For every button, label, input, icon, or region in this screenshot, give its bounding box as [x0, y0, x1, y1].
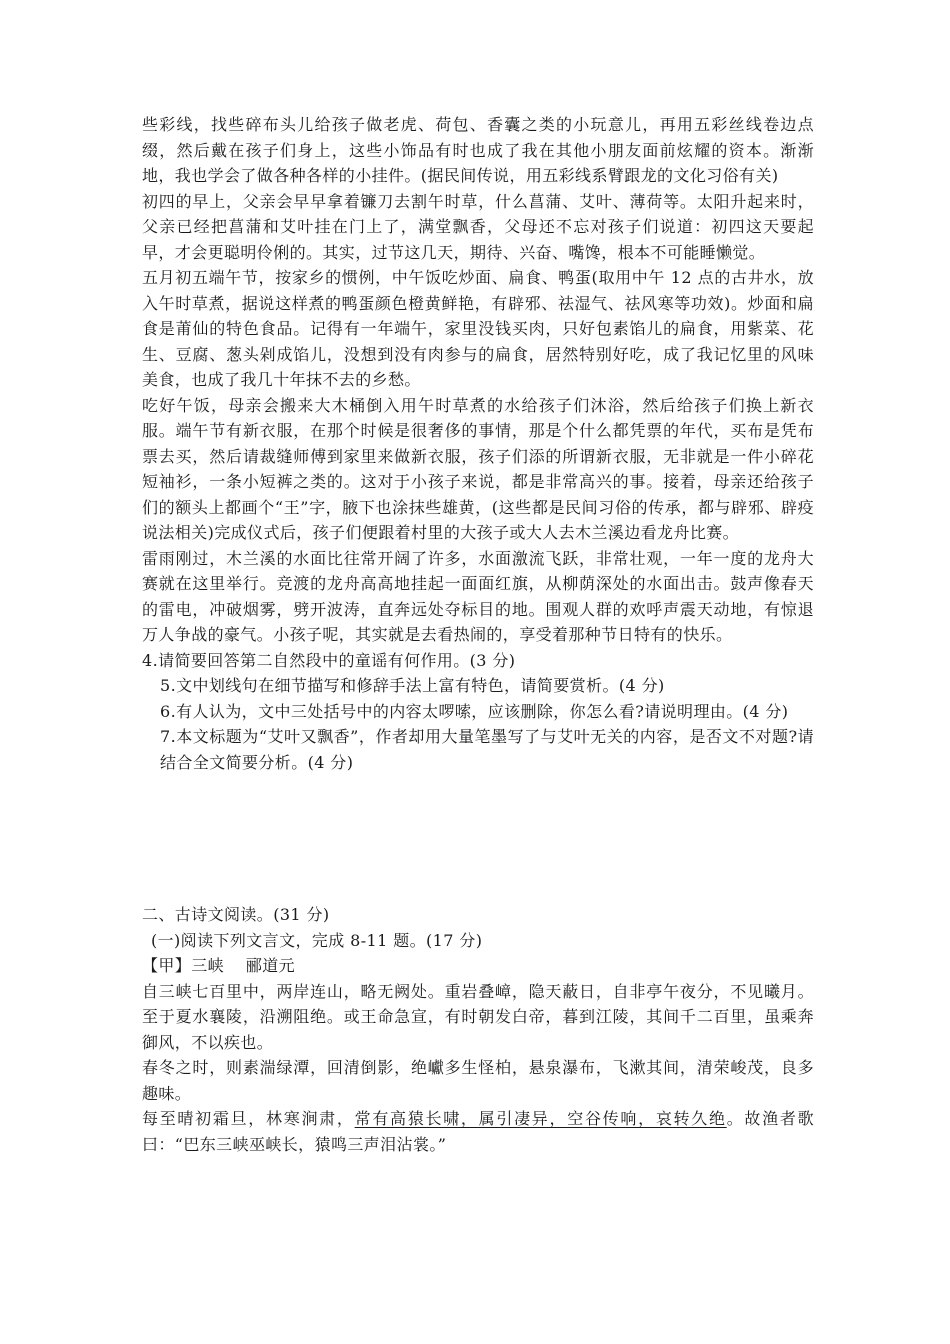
passage-title: 【甲】三峡 郦道元 [142, 956, 296, 975]
passage-text: 。故渔者歌曰：“巴东三峡巫峡长，猿鸣三声泪沾裳。” [142, 1109, 814, 1154]
article-paragraph-4: 吃好午饭，母亲会搬来大木桶倒入用午时草煮的水给孩子们沐浴，然后给孩子们换上新衣服。端午节有新衣服，在那个时候是很奢侈的事情，那是个什么都凭票的年代，买布是凭布票去买，然后请裁缝师傅到家里来做新衣服，孩子们添的所谓新衣服，无非就是一件小碎花短袖衫，一条小短裤之类的。这对于小孩子来说，都是非常高兴的事。接着，母亲还给孩子们的额头上都画个“王”字，腋下也涂抹些雄黄，(这些都是民间习俗的传承，都与辟邪、辟疫说法相关)完成仪式后，孩子们便跟着村里的大孩子或大人去木兰溪边看龙舟比赛。 [142, 395, 814, 542]
document-page [142, 112, 814, 1157]
passage-paragraph-3 [142, 1106, 814, 1157]
passage-paragraph-1: 自三峡七百里中，两岸连山，略无阙处。重岩叠嶂，隐天蔽日，自非亭午夜分，不见曦月。至于夏水襄陵，沿溯阻绝。或王命急宣，有时朝发白帝，暮到江陵，其间千二百里，虽乘奔御风，不以疾也。 [142, 981, 814, 1052]
article-paragraph-3: 五月初五端午节，按家乡的惯例，中午饭吃炒面、扁食、鸭蛋(取用中午 12 点的古井水，放入午时草煮，据说这样煮的鸭蛋颜色橙黄鲜艳，有辟邪、祛湿气、祛风寒等功效)。炒面和扁食是莆仙的特色食品。记得有一年端午，家里没钱买肉，只好包素馅儿的扁食，用紫菜、花生、豆腐、葱头剁成馅儿，没想到没有肉参与的扁食，居然特别好吃，成了我记忆里的风味美食，也成了我几十年抹不去的乡愁。 [142, 268, 814, 389]
section-heading: 二、古诗文阅读。(31 分) [142, 905, 330, 924]
article-paragraph-1: 些彩线，找些碎布头儿给孩子做老虎、荷包、香囊之类的小玩意儿，再用五彩丝线卷边点缀，然后戴在孩子们身上，这些小饰品有时也成了我在其他小朋友面前炫耀的资本。渐渐地，我也学会了做各种各样的小挂件。(据民间传说，用五彩线系臂跟龙的文化习俗有关) [142, 115, 814, 185]
article-paragraph-2: 初四的早上，父亲会早早拿着镰刀去割午时草，什么菖蒲、艾叶、薄荷等。太阳升起来时，父亲已经把菖蒲和艾叶挂在门上了，满堂飘香，父母还不忘对孩子们说道：初四这天要起早，才会更聪明伶俐的。其实，过节这几天，期待、兴奋、嘴馋，根本不可能睡懒觉。 [142, 191, 814, 262]
question-4: 4.请简要回答第二自然段中的童谣有何作用。(3 分) [142, 650, 516, 670]
question-5: 5.文中划线句在细节描写和修辞手法上富有特色，请简要赏析。(4 分) [160, 676, 665, 695]
section-subheading: (一)阅读下列文言文，完成 8-11 题。(17 分) [151, 930, 483, 950]
underlined-sentence: 常有高猿长啸，属引凄异，空谷传响，哀转久绝 [354, 1109, 727, 1128]
question-6: 6.有人认为，文中三处括号中的内容太啰嗦，应该删除，你怎么看?请说明理由。(4 分) [160, 701, 789, 721]
answer-space [142, 775, 814, 902]
question-7: 7.本文标题为“艾叶又飘香”，作者却用大量笔墨写了与艾叶无关的内容，是否文不对题?请结合全文简要分析。(4 分) [160, 727, 814, 772]
article-paragraph-5: 雷雨刚过，木兰溪的水面比往常开阔了许多，水面激流飞跃，非常壮观，一年一度的龙舟大赛就在这里举行。竞渡的龙舟高高地挂起一面面红旗，从柳荫深处的水面出击。鼓声像春天的雷电，冲破烟雾，劈开波涛，直奔远处夺标目的地。围观人群的欢呼声震天动地，有惊退万人争战的豪气。小孩子呢，其实就是去看热闹的，享受着那种节日特有的快乐。 [142, 548, 814, 644]
passage-text: 每至晴初霜旦，林寒涧肃， [142, 1109, 355, 1128]
passage-paragraph-2: 春冬之时，则素湍绿潭，回清倒影，绝巘多生怪柏，悬泉瀑布，飞漱其间，清荣峻茂，良多趣味。 [142, 1058, 814, 1103]
